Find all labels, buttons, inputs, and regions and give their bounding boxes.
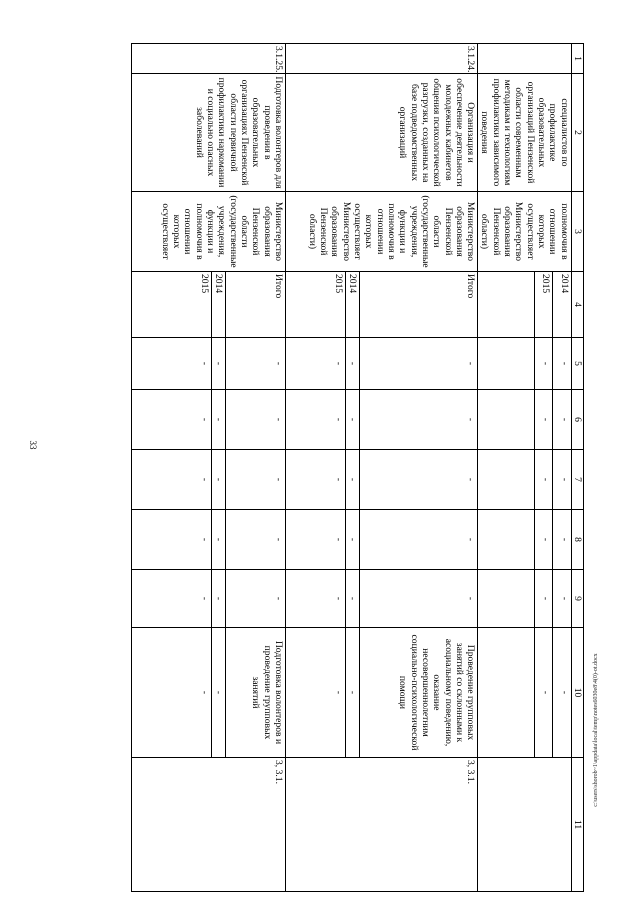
value-cell: - bbox=[534, 390, 552, 450]
value-cell: - bbox=[534, 450, 552, 510]
value-cell: - bbox=[553, 450, 571, 510]
value-cell: - bbox=[225, 570, 285, 628]
value-cell: - bbox=[225, 510, 285, 570]
value-cell: - bbox=[285, 338, 345, 390]
value-cell: - bbox=[553, 510, 571, 570]
row-result: Подготовка волонтеров и проведение групповых занятий bbox=[225, 628, 285, 758]
year-cell: 2015 bbox=[534, 272, 552, 338]
col-num-5: 5 bbox=[571, 338, 583, 390]
row-activity: Организация и обеспечение деятельности молодежных кабинетов общения психологической разгрузки, созданных на базе подведомственных организаций bbox=[285, 74, 477, 192]
value-cell: - bbox=[285, 628, 345, 758]
row-executor: Министерство образования Пензенской области (государственные учреждения, функции и полномочия в отношении которых осуществляет bbox=[131, 192, 285, 272]
empty-cell bbox=[478, 338, 535, 390]
row-result: Проведение групповых занятий со склонными к асоциальному поведению, оказание несовершеннолетним социально-психологической помощи bbox=[360, 628, 478, 758]
row-executor: Министерство образования Пензенской области (государственные учреждения, функции и полномочия в отношении которых осуществляет Министерство образования Пензенской области) bbox=[285, 192, 477, 272]
header-row bbox=[571, 44, 583, 892]
col-num-1: 1 bbox=[571, 44, 583, 74]
empty-cell bbox=[478, 510, 535, 570]
value-cell: - bbox=[211, 338, 225, 390]
value-cell: - bbox=[534, 628, 552, 758]
value-cell: - bbox=[211, 570, 225, 628]
value-cell: - bbox=[285, 390, 345, 450]
col-num-4: 4 bbox=[571, 272, 583, 338]
total-label: Итого bbox=[360, 272, 478, 338]
value-cell: - bbox=[285, 510, 345, 570]
value-cell: - bbox=[345, 338, 359, 390]
value-cell: - bbox=[285, 570, 345, 628]
total-label: Итого bbox=[225, 272, 285, 338]
empty-cell bbox=[478, 628, 535, 758]
empty-cell bbox=[478, 272, 535, 338]
value-cell: - bbox=[534, 570, 552, 628]
rotated-table-sheet bbox=[81, 43, 584, 891]
cont-number-cell bbox=[478, 44, 572, 74]
value-cell: - bbox=[345, 570, 359, 628]
value-cell: - bbox=[360, 390, 478, 450]
value-cell: - bbox=[345, 450, 359, 510]
year-cell: 2015 bbox=[131, 272, 211, 338]
value-cell: - bbox=[360, 570, 478, 628]
col-num-6: 6 bbox=[571, 390, 583, 450]
col-num-9: 9 bbox=[571, 570, 583, 628]
table-row bbox=[553, 44, 571, 892]
row-number: 3.1.24. bbox=[285, 44, 477, 74]
value-cell: - bbox=[553, 390, 571, 450]
value-cell: - bbox=[360, 338, 478, 390]
value-cell: - bbox=[131, 628, 211, 758]
col-num-2: 2 bbox=[571, 74, 583, 192]
value-cell: - bbox=[225, 390, 285, 450]
value-cell: - bbox=[131, 390, 211, 450]
value-cell: - bbox=[131, 338, 211, 390]
page-number: 33 bbox=[28, 440, 38, 450]
row-number: 3.1.25. bbox=[131, 44, 285, 74]
col-num-10: 10 bbox=[571, 628, 583, 758]
year-cell: 2015 bbox=[285, 272, 345, 338]
year-cell: 2014 bbox=[553, 272, 571, 338]
value-cell: - bbox=[553, 338, 571, 390]
value-cell: - bbox=[534, 338, 552, 390]
value-cell: - bbox=[131, 510, 211, 570]
row-activity: Подготовка волонтеров для проведения в образовательных организациях Пензенской области первичной профилактики наркомании и социально опасных заболеваний bbox=[131, 74, 285, 192]
footer-file-path: c:\users\shorob~1\appdata\local\temp\notes6030e8\4(0)-ot.docx bbox=[593, 653, 599, 807]
value-cell: - bbox=[360, 450, 478, 510]
value-cell: - bbox=[131, 570, 211, 628]
value-cell: - bbox=[211, 450, 225, 510]
table-row bbox=[360, 44, 478, 892]
value-cell: - bbox=[345, 628, 359, 758]
value-cell: - bbox=[225, 338, 285, 390]
year-cell: 2014 bbox=[345, 272, 359, 338]
cont-activity: специалистов по профилактике образовательных организаций Пензенской области современным методикам и технологиям профилактики зависимого поведения bbox=[478, 74, 572, 192]
row-indicator: 3, 3.1. bbox=[131, 758, 285, 892]
value-cell: - bbox=[360, 510, 478, 570]
value-cell: - bbox=[211, 628, 225, 758]
value-cell: - bbox=[285, 450, 345, 510]
value-cell: - bbox=[211, 510, 225, 570]
empty-cell bbox=[478, 450, 535, 510]
year-cell: 2014 bbox=[211, 272, 225, 338]
value-cell: - bbox=[345, 510, 359, 570]
col-num-7: 7 bbox=[571, 450, 583, 510]
value-cell: - bbox=[131, 450, 211, 510]
value-cell: - bbox=[534, 510, 552, 570]
value-cell: - bbox=[211, 390, 225, 450]
cont-executor: полномочия в отношении которых осуществляет Министерство образования Пензенской области) bbox=[478, 192, 572, 272]
col-num-11: 11 bbox=[571, 758, 583, 892]
table-row bbox=[225, 44, 285, 892]
cont-indicator bbox=[478, 758, 572, 892]
row-indicator: 3, 3.1. bbox=[285, 758, 477, 892]
program-table bbox=[131, 43, 584, 892]
value-cell: - bbox=[225, 450, 285, 510]
empty-cell bbox=[478, 570, 535, 628]
col-num-3: 3 bbox=[571, 192, 583, 272]
col-num-8: 8 bbox=[571, 510, 583, 570]
value-cell: - bbox=[553, 570, 571, 628]
value-cell: - bbox=[345, 390, 359, 450]
empty-cell bbox=[478, 390, 535, 450]
value-cell: - bbox=[553, 628, 571, 758]
